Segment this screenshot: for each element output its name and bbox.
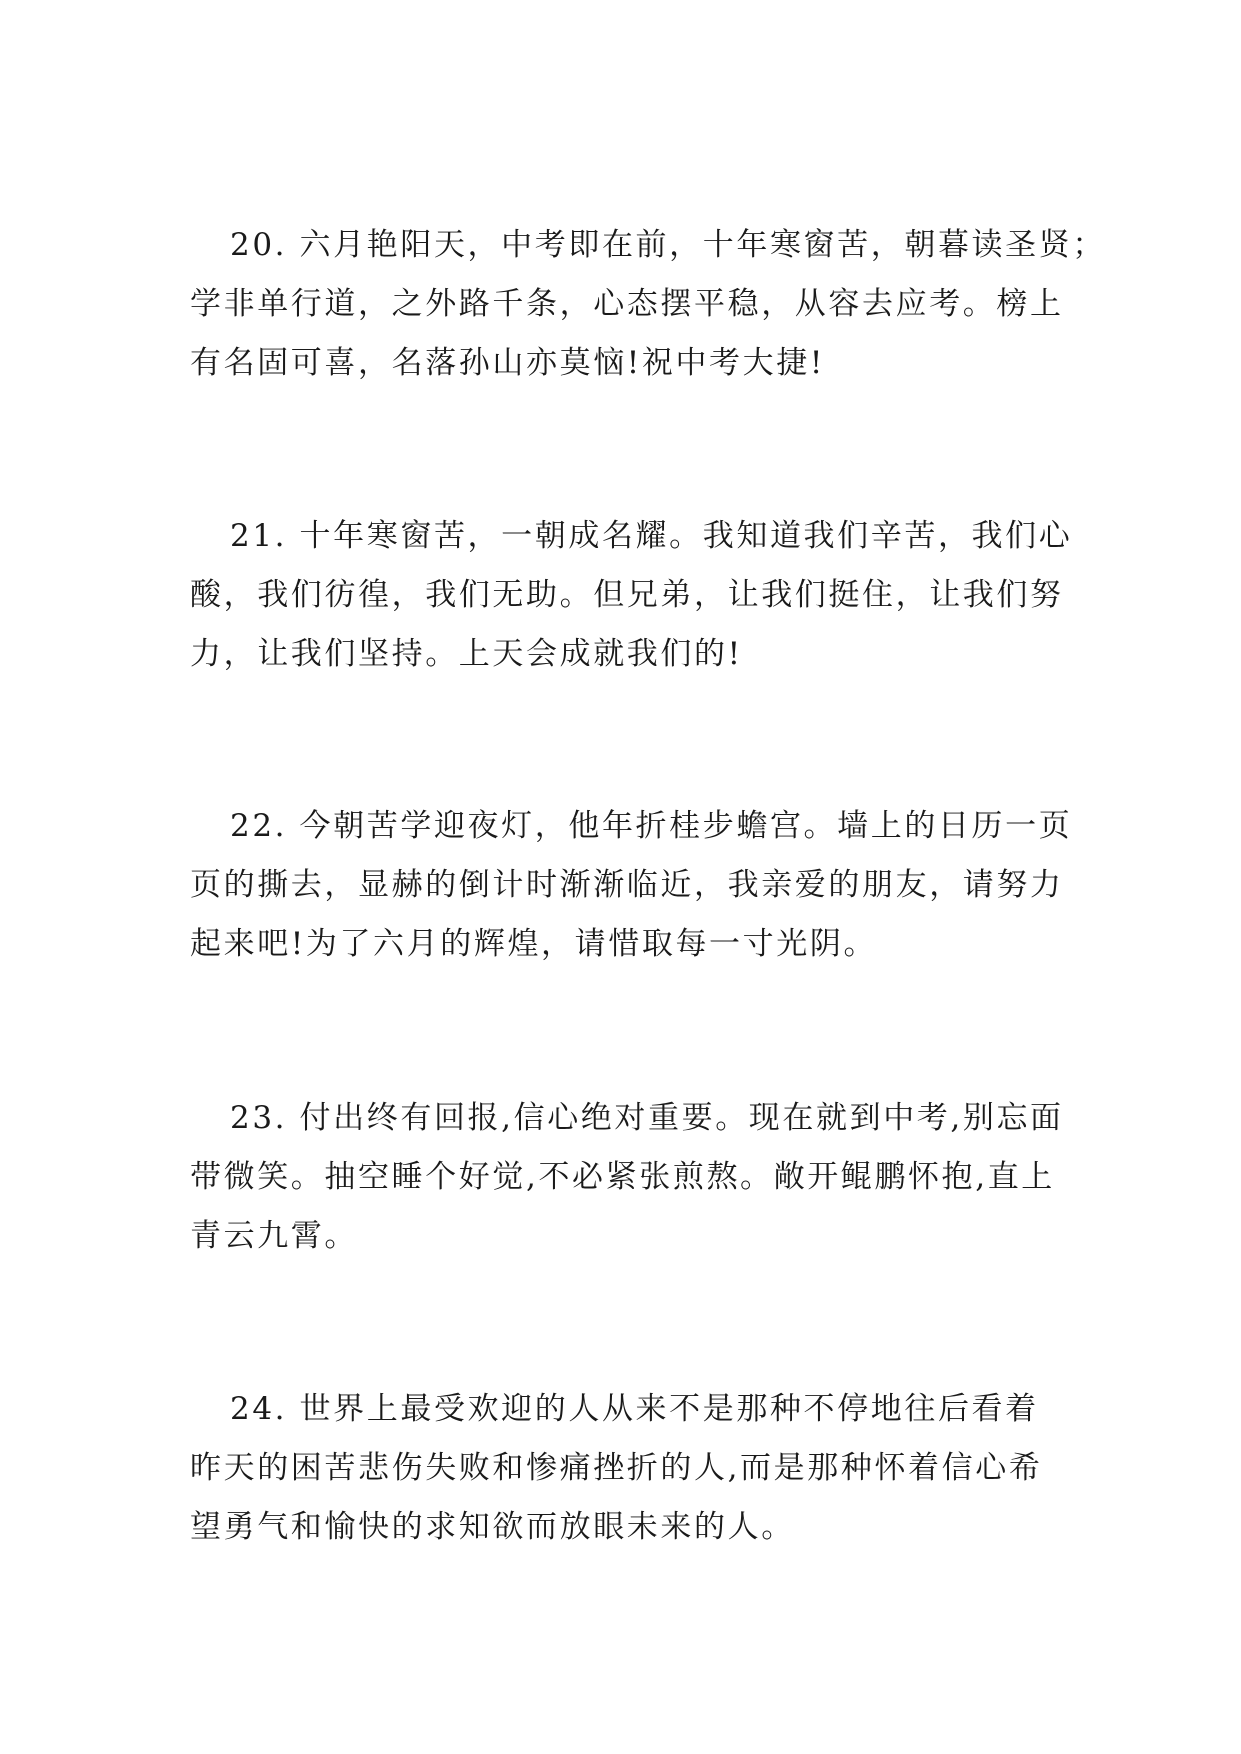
paragraph-line: 有名固可喜，名落孙山亦莫恼!祝中考大捷! xyxy=(190,345,825,381)
paragraph-22 xyxy=(190,797,1073,974)
paragraph-line: 23. 付出终有回报,信心绝对重要。现在就到中考,别忘面 xyxy=(230,1100,1064,1136)
paragraph-20 xyxy=(190,216,1106,393)
paragraph-line: 页的撕去，显赫的倒计时渐渐临近，我亲爱的朋友，请努力 xyxy=(190,867,1064,903)
paragraph-line: 望勇气和愉快的求知欲而放眼未来的人。 xyxy=(190,1509,795,1545)
paragraph-line: 24. 世界上最受欢迎的人从来不是那种不停地往后看着 xyxy=(230,1391,1039,1427)
paragraph-line: 21. 十年寒窗苦，一朝成名耀。我知道我们辛苦，我们心 xyxy=(230,518,1073,554)
paragraph-23 xyxy=(190,1089,1070,1266)
paragraph-line: 力，让我们坚持。上天会成就我们的! xyxy=(190,636,743,672)
paragraph-line: 学非单行道，之外路千条，心态摆平稳，从容去应考。榜上 xyxy=(190,286,1064,322)
paragraph-24 xyxy=(190,1380,1070,1557)
paragraph-line: 带微笑。抽空睡个好觉,不必紧张煎熬。敞开鲲鹏怀抱,直上 xyxy=(190,1159,1055,1195)
paragraph-line: 昨天的困苦悲伤失败和惨痛挫折的人,而是那种怀着信心希 xyxy=(190,1450,1043,1486)
paragraph-line: 青云九霄。 xyxy=(190,1218,358,1254)
paragraph-line: 20. 六月艳阳天，中考即在前，十年寒窗苦，朝暮读圣贤； xyxy=(230,227,1106,263)
paragraph-line: 酸，我们彷徨，我们无助。但兄弟，让我们挺住，让我们努 xyxy=(190,577,1064,613)
paragraph-21 xyxy=(190,507,1073,684)
paragraph-line: 22. 今朝苦学迎夜灯，他年折桂步蟾宫。墙上的日历一页 xyxy=(230,808,1073,844)
paragraph-line: 起来吧!为了六月的辉煌，请惜取每一寸光阴。 xyxy=(190,926,878,962)
